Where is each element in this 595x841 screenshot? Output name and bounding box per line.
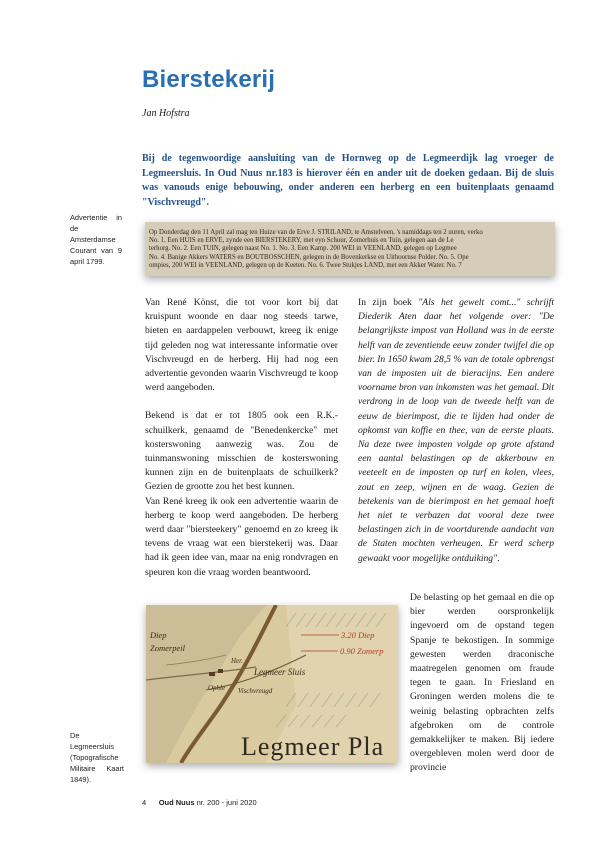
author: Jan Hofstra [142,108,190,119]
paragraph: Van René kreeg ik ook een advertentie waarin de herberg te koop werd aangeboden. De herberg werd daar "biersteekery" genoemd en zo kreeg ik tevens de vraag wat een bierstekerij was. Daar had ik geen idee van, maar na enig rondvragen en speuren kon die vraag worden beantwoord. [145,495,338,578]
intro-paragraph: Bij de tegenwoordige aansluiting van de Hornweg op de Legmeerdijk lag vroeger de Legmeersluis. In Oud Nuus nr.183 is hierover één en ander uit de doeken gedaan. Bij de sluis was vanouds enige bebouwing, onder anderen een herberg en een buitenplaats genaamd "Vischvreugd". [142,153,554,208]
advert-clipping [145,222,555,276]
quote-end: . [497,552,500,564]
page-footer [142,798,257,807]
paragraph: Van René Könst, die tot voor kort bij dat kruispunt woonde en daar nog steeds tarwe, bieten en aardappelen verbouwt, kreeg ik enige tijd geleden nog wat interessante informatie over Vischvreugd en de herberg. Hij had nog een advertentie gevonden waarin Vischvreugd te koop werd aangeboden. [145,297,338,394]
map-drawing [146,605,398,763]
map-label: Legmeer Pla [241,732,385,761]
map-caption: De Legmeersluis (Topografische Militaire Kaart 1849). [70,731,124,784]
advert-line: No. 1. Een HUIS en ERVE, zynde een BIERSTEKERY, met eyn Schuur, Zomerhuis en Tuin, gelegen aan de Le [149,237,454,245]
advert-line: Op Donderdag den 11 April zal mag ten Huize van de Erve J. STRILAND, te Amstelveen, 's namiddags ten 2 uuren, verko [149,229,483,236]
page-number: 4 [142,798,147,807]
issue-info: nr. 200 - juni 2020 [196,798,257,807]
advert-line: terhorg. No. 2. Een TUIN, gelegen naast No. 1. No. 3. Een Kamp. 200 WEI in VEENLAND, gelegen op Legmee [149,245,457,253]
map-image [146,605,398,763]
map-label: Diep [150,630,167,640]
advert-line: No. 4. Banige Akkers WATERS en BOUTBOSSCHEN, gelegen in de Bovenkerkse en Uithoornse Polder. No. 5. Ope [149,253,469,261]
continued-paragraph: De belasting op het gemaal en die op bier werden oorspronkelijk ingevoerd om de opstand tegen Spanje te bekostigen. In sommige gewesten werden draconische maatregelen genomen om fraude tegen te gaan. In Friesland en Groningen werden molens die te weinig belasting opbrachten zelfs afgebroken om de controle gemakkelijker te maken. Bij iedere overgebleven molen werd door de provincie [410,592,554,774]
map-label: Legmeer Sluis [254,667,306,677]
advert-line: ompies, 200 WEI in VEENLAND, gelegen op de Keeten. No. 6. Twee Stukjes LAND, met een Akker Water. No. 7 [149,261,462,269]
advert-caption: Advertentie in de Amsterdamse Courant van 9 april 1799. [70,213,122,266]
map-label: 0.90 Zomerp [340,646,384,656]
left-column [145,296,338,580]
quote: "Als het gewelt comt..." schrijft Diederik Aten daar het volgende over: "De belangrijkste impost van Holland was in de eerste helft van de zeventiende eeuw zonder twijfel die op bier. In 1650 kwam 28,5 % van de totale opbrengst van de imposten uit de bieracijns. Een andere voorname bron van inkomsten was het gemaal. Dit verdrong in de loop van de tweede helft van de eeuw de bierimpost, die te lijden had onder de opkomst van koffie en thee, van de eerste plaats. Na deze twee imposten volgde op grote afstand een aantal belastingen op de akkerbouw en veeteelt en de imposten op turf en kolen, vlees, zout en zeep, wijnen en de waag. Gezien de betekenis van de bierimpost en het gemaal hoeft het niet te verbazen dat vooral deze twee belastingen zich in de voortdurende aandacht van de Staten mochten verheugen. Er werd scherp gewaakt voor mogelijke ontduiking" [358,297,554,564]
map-label: Zomerpeil [150,643,185,653]
page-title: Bierstekerij [142,66,276,93]
right-column [358,296,554,566]
map-label: 3.20 Diep [341,630,375,640]
map-label: Ophle [208,684,226,692]
paragraph: Bekend is dat er tot 1805 ook een R.K.-schuilkerk, genaamd de "Benedenkercke" met kosterswoning aanwezig was. Zou de tuinmanswoning misschien de kosterswoning kunnen zijn en de buitenplaats de schuilkerk? Gezien de grootte zou het best kunnen. [145,410,338,493]
magazine-name: Oud Nuus [158,798,195,807]
paragraph-lead: In zijn boek [358,297,419,308]
map-label: Vischvreugd [238,687,273,695]
map-label: Her. [231,657,243,665]
